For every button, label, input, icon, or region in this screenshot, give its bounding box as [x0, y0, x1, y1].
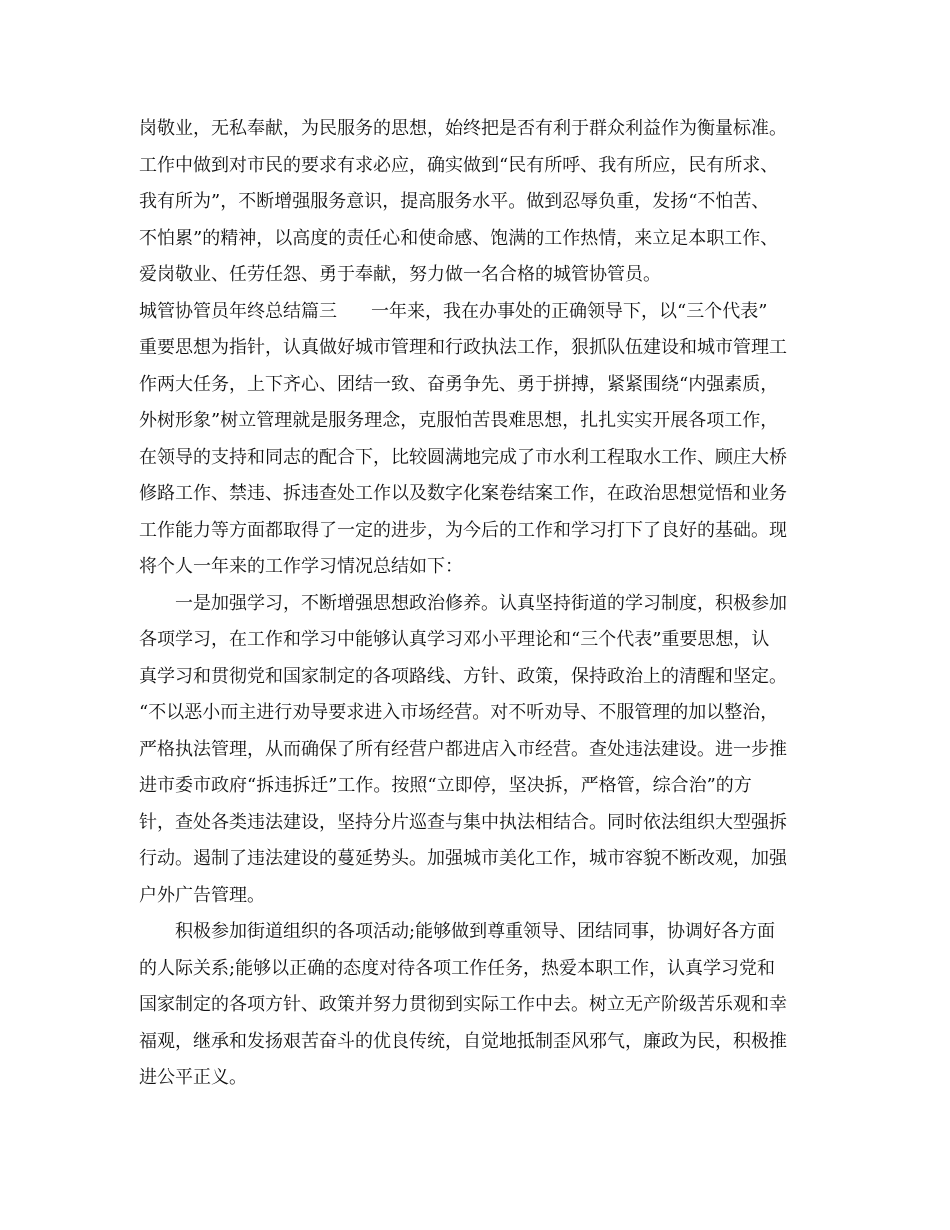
paragraph-line: “不以恶小而主进行劝导要求进入市场经营。对不听劝导、不服管理的加以整治， [139, 702, 779, 723]
section-first-line: 一年来，我在办事处的正确领导下，以“三个代表” [371, 300, 768, 322]
paragraph-line: 岗敬业，无私奉献，为民服务的思想，始终把是否有利于群众利益作为衡量标准。 [139, 118, 787, 139]
section-title: 城管协管员年终总结篇三 [139, 300, 337, 322]
paragraph-line: 进公平正义。 [139, 1067, 247, 1088]
paragraph-line: 的人际关系;能够以正确的态度对待各项工作任务，热爱本职工作，认真学习党和 [139, 957, 776, 979]
section-line: 作两大任务，上下齐心、团结一致、奋勇争先、勇于拼搏，紧紧围绕“内强素质， [139, 373, 779, 395]
paragraph-line: 行动。遏制了违法建设的蔓延势头。加强城市美化工作，城市容貌不断改观，加强 [139, 848, 787, 869]
paragraph-first-line: 一是加强学习，不断增强思想政治修养。认真坚持街道的学习制度，积极参加 [175, 592, 787, 614]
paragraph-line: 福观，继承和发扬艰苦奋斗的优良传统，自觉地抵制歪风邪气，廉政为民，积极推 [139, 1030, 787, 1052]
paragraph-first-line: 积极参加街道组织的各项活动;能够做到尊重领导、团结同事，协调好各方面 [175, 921, 776, 942]
paragraph-line: 真学习和贯彻党和国家制定的各项路线、方针、政策，保持政治上的清醒和坚定。 [139, 665, 787, 687]
section-line: 工作能力等方面都取得了一定的进步，为今后的工作和学习打下了良好的基础。现 [139, 519, 787, 541]
section-line: 外树形象”树立管理就是服务理念，克服怕苦畏难思想，扎扎实实开展各项工作， [139, 410, 779, 431]
paragraph-line: 工作中做到对市民的要求有求必应，确实做到“民有所呼、我有所应，民有所求、 [139, 154, 779, 176]
section-heading-line [139, 294, 815, 331]
section-line: 重要思想为指针，认真做好城市管理和行政执法工作，狠抓队伍建设和城市管理工 [139, 337, 787, 358]
section-line: 修路工作、禁违、拆违查处工作以及数字化案卷结案工作，在政治思想觉悟和业务 [139, 483, 787, 504]
paragraph-line: 针，查处各类违法建设，坚持分片巡查与集中执法相结合。同时依法组织大型强拆 [139, 811, 787, 833]
paragraph-line: 户外广告管理。 [139, 884, 265, 906]
section-line: 将个人一年来的工作学习情况总结如下： [139, 556, 463, 577]
paragraph-line: 严格执法管理，从而确保了所有经营户都进店入市经营。查处违法建设。进一步推 [139, 738, 787, 760]
paragraph-line: 国家制定的各项方针、政策并努力贯彻到实际工作中去。树立无产阶级苦乐观和幸 [139, 994, 787, 1015]
paragraph-line: 爱岗敬业、任劳任怨、勇于奉献，努力做一名合格的城管协管员。 [139, 264, 661, 285]
paragraph-line: 不怕累”的精神，以高度的责任心和使命感、饱满的工作热情，来立足本职工作、 [139, 227, 779, 249]
paragraph-line: 进市委市政府“拆违拆迁”工作。按照“立即停，坚决拆，严格管，综合治”的方 [139, 775, 752, 796]
document-body [139, 111, 815, 1097]
paragraph-line: 我有所为”，不断增强服务意识，提高服务水平。做到忍辱负重，发扬“不怕苦、 [139, 191, 770, 212]
section-line: 在领导的支持和同志的配合下，比较圆满地完成了市水利工程取水工作、顾庄大桥 [139, 446, 787, 468]
paragraph-line: 各项学习，在工作和学习中能够认真学习邓小平理论和“三个代表”重要思想，认 [139, 629, 770, 650]
